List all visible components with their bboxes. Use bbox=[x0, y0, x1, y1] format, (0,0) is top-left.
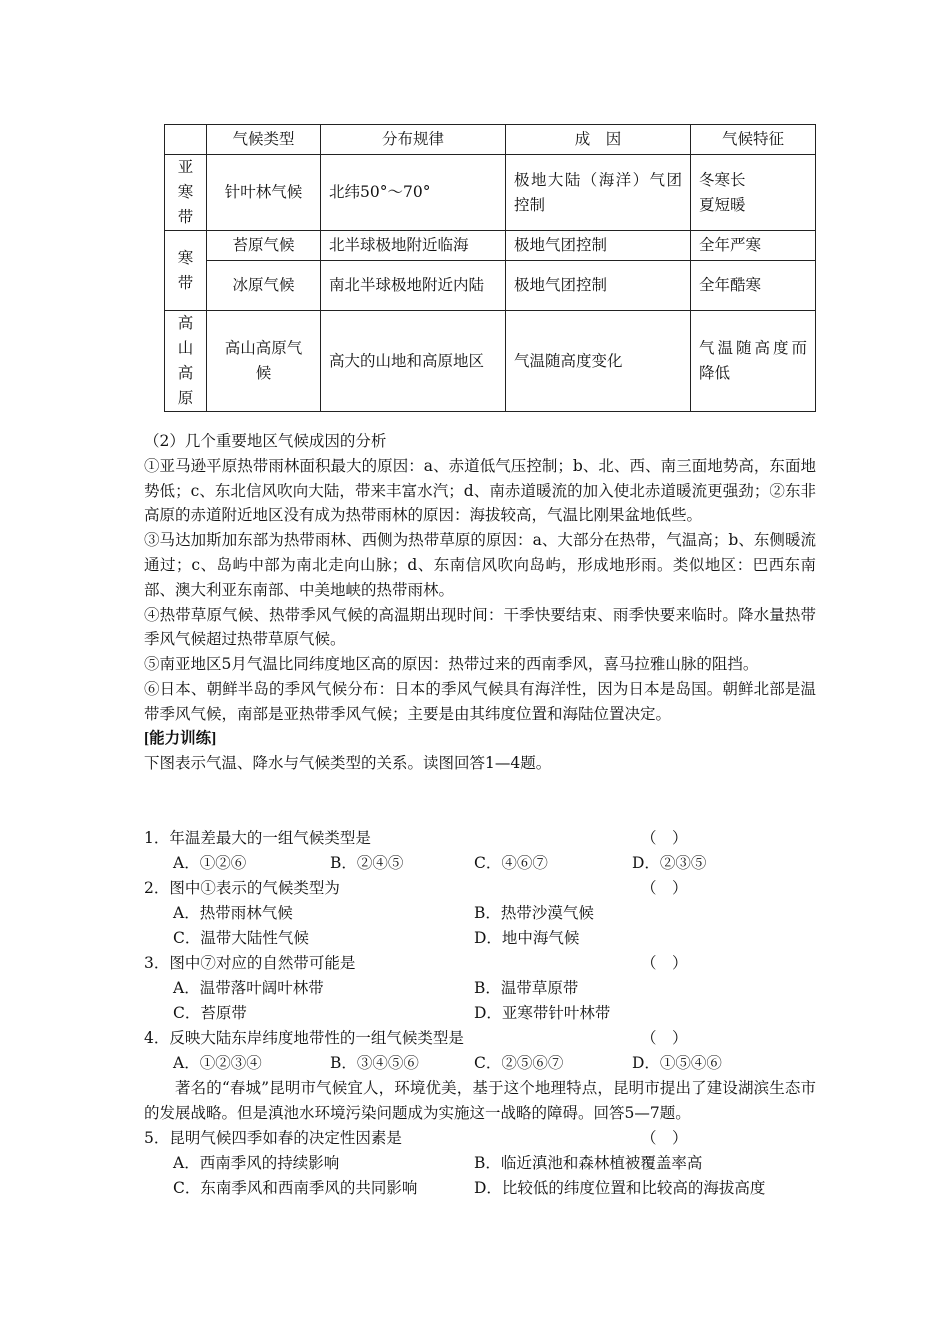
option: B．临近滇池和森林植被覆盖率高 bbox=[474, 1154, 703, 1172]
table-header-cell: 分布规律 bbox=[321, 125, 506, 155]
option: C．②⑤⑥⑦ bbox=[474, 1054, 564, 1072]
table-cell: 高山高原气候 bbox=[207, 311, 321, 412]
question-stem: 2．图中①表示的气候类型为 bbox=[144, 879, 340, 897]
table-cell: 冰原气候 bbox=[207, 261, 321, 311]
table-header-cell: 气候特征 bbox=[691, 125, 816, 155]
question-stem: 4．反映大陆东岸纬度地带性的一组气候类型是 bbox=[144, 1029, 464, 1047]
option: D．亚寒带针叶林带 bbox=[474, 1004, 611, 1022]
zone-cell: 亚 寒 带 bbox=[165, 155, 207, 231]
table-cell: 极地大陆（海洋）气团控制 bbox=[506, 155, 691, 231]
table-cell: 南北半球极地附近内陆 bbox=[321, 261, 506, 311]
table-cell: 高大的山地和高原地区 bbox=[321, 311, 506, 412]
table-cell: 苔原气候 bbox=[207, 231, 321, 261]
analysis-paragraph: ①亚马逊平原热带雨林面积最大的原因：a、赤道低气压控制；b、北、西、南三面地势高，东面地势低；c、东北信风吹向大陆，带来丰富水汽；d、南赤道暖流的加入使北赤道暖流更强劲；②东非高原的赤道附近地区没有成为热带雨林的原因：海拔较高，气温比刚果盆地低些。 bbox=[144, 456, 816, 525]
question-stem: 3．图中⑦对应的自然带可能是 bbox=[144, 954, 356, 972]
answer-paren: （ ） bbox=[641, 1029, 688, 1047]
table-cell: 气温随高度变化 bbox=[506, 311, 691, 412]
table-header-row bbox=[165, 125, 816, 155]
analysis-paragraph: ⑤南亚地区5月气温比同纬度地区高的原因：热带过来的西南季风，喜马拉雅山脉的阻挡。 bbox=[144, 655, 759, 674]
option: C．苔原带 bbox=[173, 1004, 247, 1022]
question-stem: 1．年温差最大的一组气候类型是 bbox=[144, 829, 371, 847]
reading-paragraph: 著名的“春城”昆明市气候宜人，环境优美，基于这个地理特点，昆明市提出了建设湖滨生态市的发展战略。但是滇池水环境污染问题成为实施这一战略的障碍。回答5—7题。 bbox=[144, 1079, 816, 1122]
table-row bbox=[165, 311, 816, 412]
analysis-paragraph: ⑥日本、朝鲜半岛的季风气候分布：日本的季风气候具有海洋性，因为日本是岛国。朝鲜北部是温带季风气候，南部是亚热带季风气候；主要是由其纬度位置和海陆位置决定。 bbox=[144, 679, 816, 723]
option: A．热带雨林气候 bbox=[173, 904, 293, 922]
answer-paren: （ ） bbox=[641, 1129, 688, 1147]
option: C．东南季风和西南季风的共同影响 bbox=[173, 1179, 418, 1197]
option: A．①②⑥ bbox=[173, 854, 247, 872]
option: D．①⑤④⑥ bbox=[632, 1054, 722, 1072]
table-row bbox=[165, 261, 816, 311]
option: B．③④⑤⑥ bbox=[330, 1054, 419, 1072]
table-row bbox=[165, 155, 816, 231]
option: D．比较低的纬度位置和比较高的海拔高度 bbox=[474, 1179, 766, 1197]
table-cell: 全年酷寒 bbox=[691, 261, 816, 311]
option: A．西南季风的持续影响 bbox=[173, 1154, 340, 1172]
intro-text: 下图表示气温、降水与气候类型的关系。读图回答1—4题。 bbox=[144, 754, 552, 773]
table-cell: 针叶林气候 bbox=[207, 155, 321, 231]
table-header-cell bbox=[165, 125, 207, 155]
table-cell: 极地气团控制 bbox=[506, 231, 691, 261]
analysis-section bbox=[144, 429, 816, 776]
answer-paren: （ ） bbox=[641, 954, 688, 972]
zone-cell: 寒 带 bbox=[165, 231, 207, 311]
question-stem: 5．昆明气候四季如春的决定性因素是 bbox=[144, 1129, 402, 1147]
table-cell: 北半球极地附近临海 bbox=[321, 231, 506, 261]
option: B．温带草原带 bbox=[474, 979, 579, 997]
option: D．地中海气候 bbox=[474, 929, 580, 947]
option: B．②④⑤ bbox=[330, 854, 404, 872]
table-cell: 极地气团控制 bbox=[506, 261, 691, 311]
table-header-cell: 气候类型 bbox=[207, 125, 321, 155]
option: C．④⑥⑦ bbox=[474, 854, 548, 872]
section-heading: （2）几个重要地区气候成因的分析 bbox=[144, 432, 387, 450]
answer-paren: （ ） bbox=[641, 879, 688, 897]
table-header-cell: 成 因 bbox=[506, 125, 691, 155]
option: B．热带沙漠气候 bbox=[474, 904, 594, 922]
table-cell: 全年严寒 bbox=[691, 231, 816, 261]
answer-paren: （ ） bbox=[641, 829, 688, 847]
training-title: [能力训练] bbox=[144, 729, 217, 747]
analysis-paragraph: ④热带草原气候、热带季风气候的高温期出现时间：干季快要结束、雨季快要来临时。降水量热带季风气候超过热带草原气候。 bbox=[144, 605, 816, 649]
option: C．温带大陆性气候 bbox=[173, 929, 309, 947]
option: D．②③⑤ bbox=[632, 854, 707, 872]
option: A．①②③④ bbox=[173, 1054, 262, 1072]
climate-table bbox=[164, 124, 816, 412]
option: A．温带落叶阔叶林带 bbox=[173, 979, 324, 997]
table-row bbox=[165, 231, 816, 261]
table-cell: 气温随高度而降低 bbox=[691, 311, 816, 412]
table-cell: 北纬50°～70° bbox=[321, 155, 506, 231]
analysis-paragraph: ③马达加斯加东部为热带雨林、西侧为热带草原的原因：a、大部分在热带，气温高；b、东侧暖流通过；c、岛屿中部为南北走向山脉；d、东南信风吹向岛屿，形成地形雨。类似地区：巴西东南部、澳大利亚东南部、中美地峡的热带雨林。 bbox=[144, 531, 816, 599]
zone-cell: 高 山 高 原 bbox=[165, 311, 207, 412]
table-cell: 冬寒长 夏短暖 bbox=[691, 155, 816, 231]
